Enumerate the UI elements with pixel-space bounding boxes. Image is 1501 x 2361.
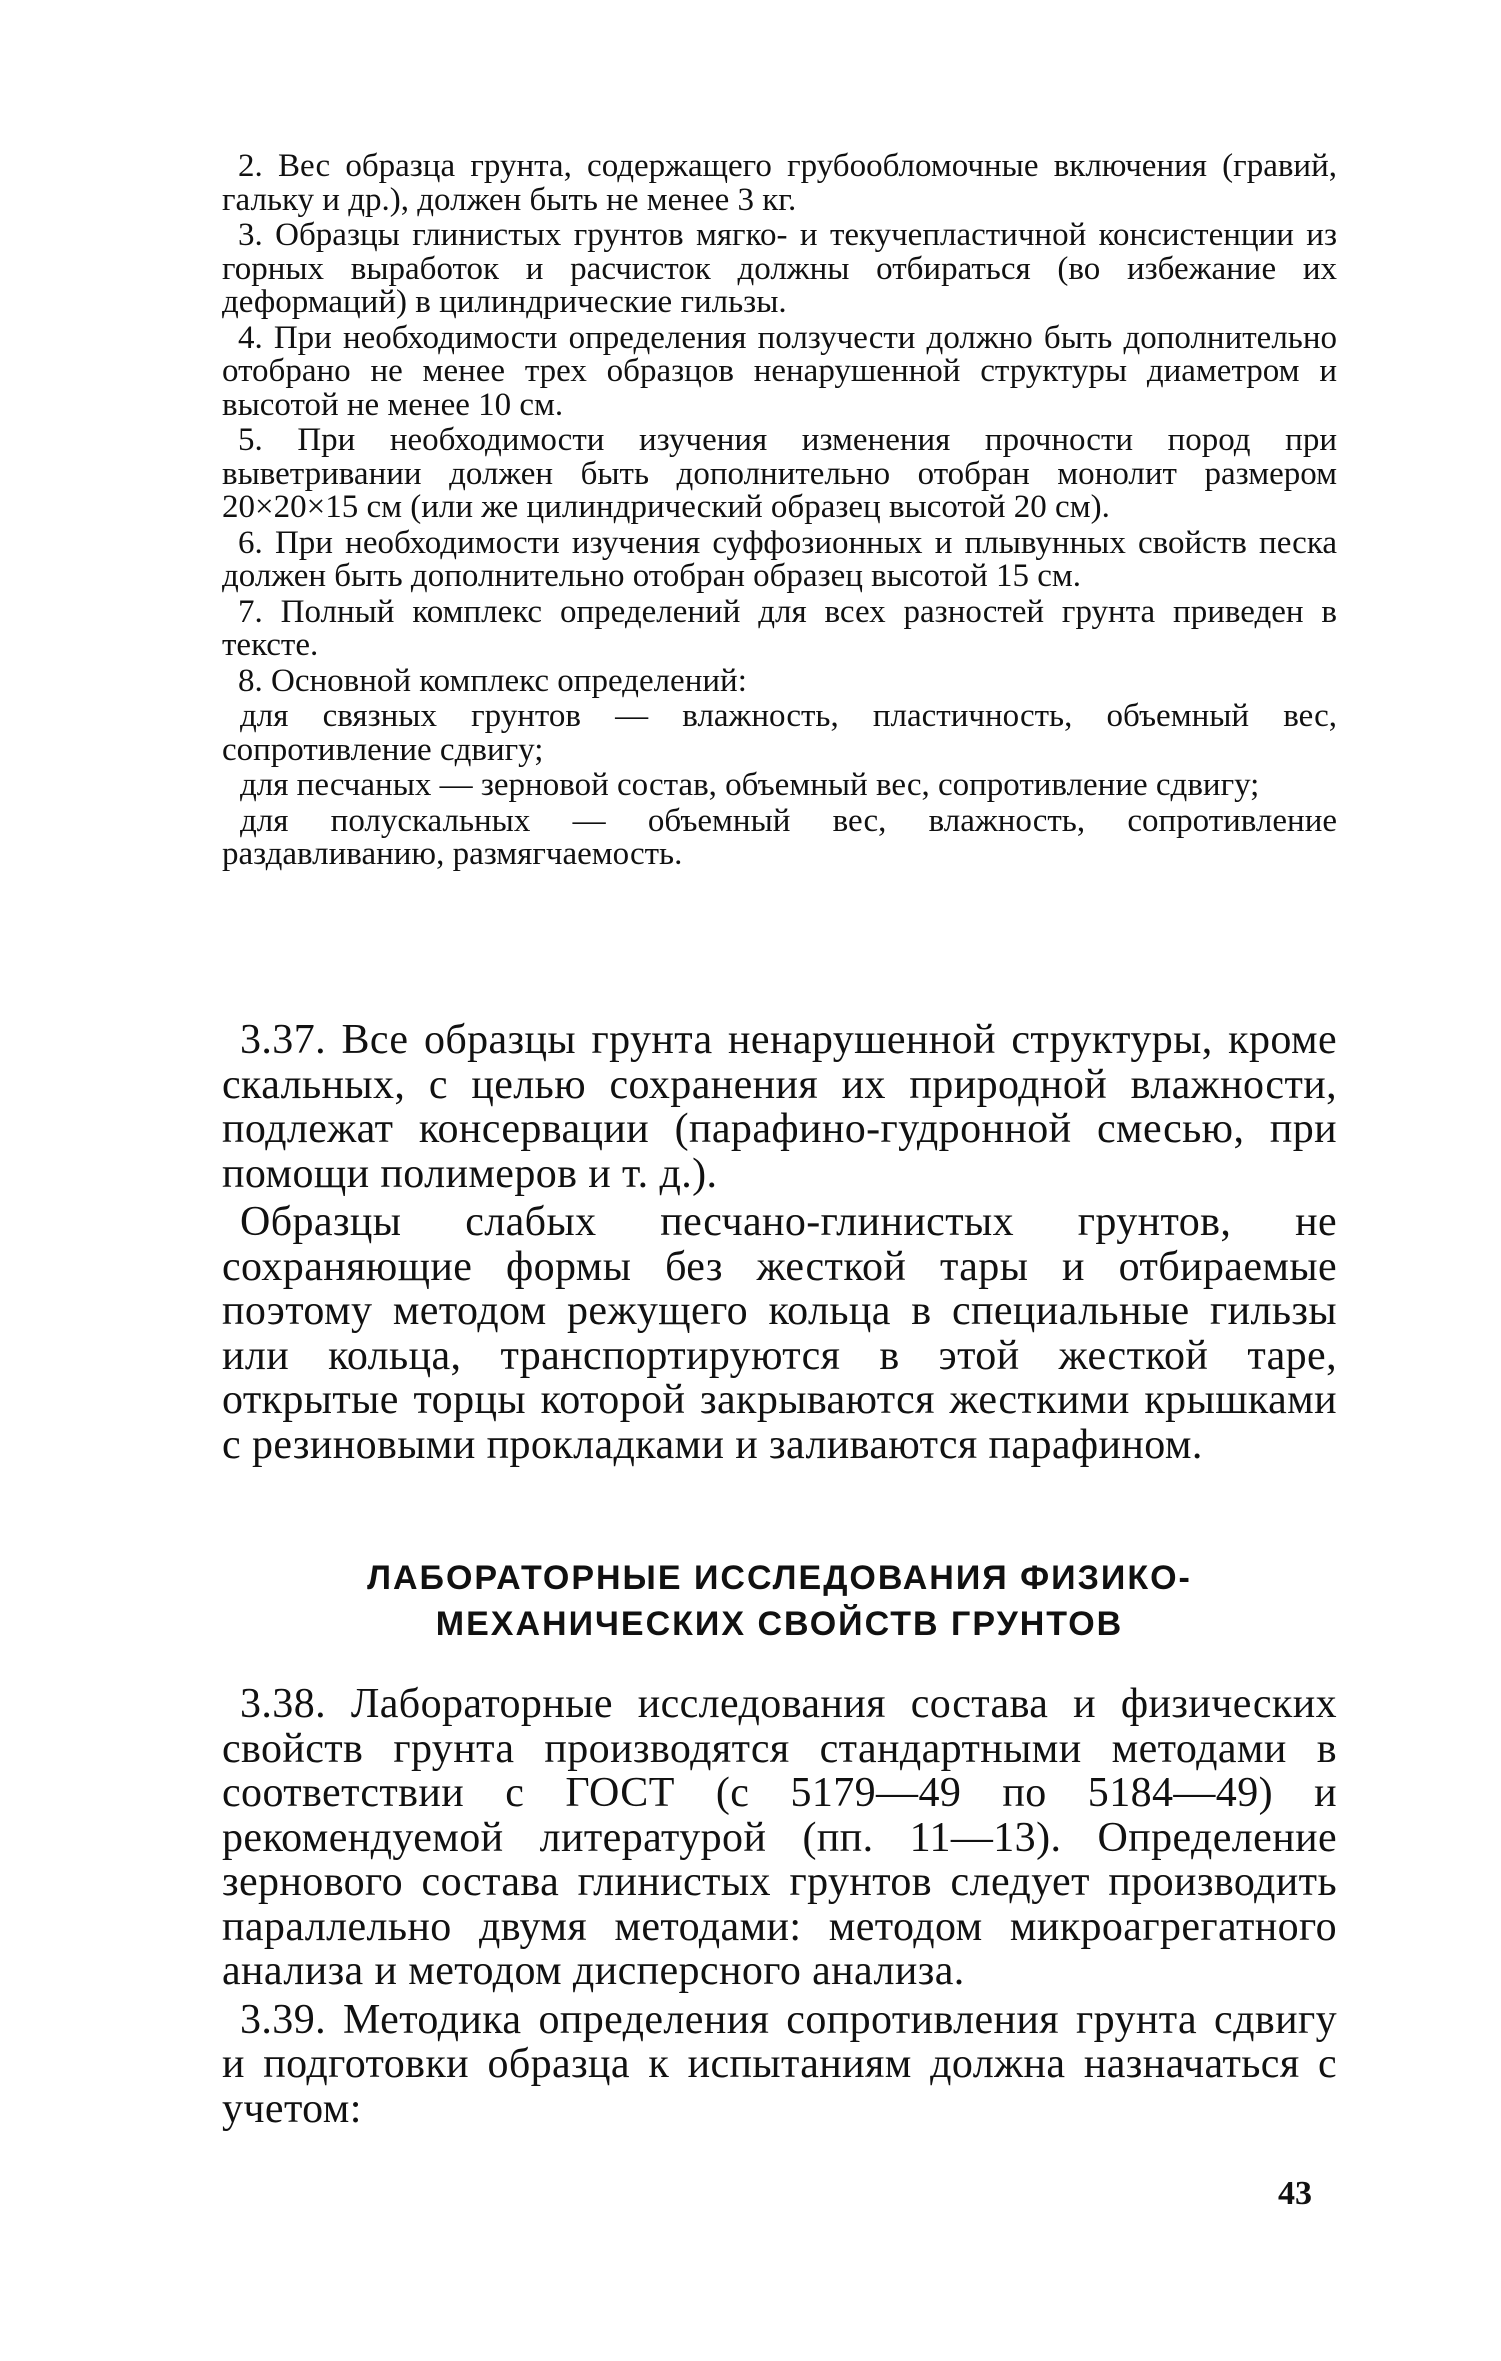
paragraph-number: 3.37. — [240, 1017, 326, 1063]
paragraph-text: Все образцы грунта ненарушенной структуры, кроме скальных, с целью сохранения их природной влажности, подлежат консервации (парафино-гудронной смесью, при помощи полимеров и т. д.). — [222, 1017, 1337, 1197]
note-6: 6. При необходимости изучения суффозионных и плывунных свойств песка должен быть дополнительно отобран образец высотой 15 см. — [222, 524, 1337, 594]
note-7: 7. Полный комплекс определений для всех разностей грунта приведен в тексте. — [222, 593, 1337, 663]
note-3: 3. Образцы глинистых грунтов мягко- и текучепластичной консистенции из горных выработок и расчисток должны отбираться (во избежание их деформаций) в цилиндрические гильзы. — [222, 217, 1337, 320]
heading-line-1: ЛАБОРАТОРНЫЕ ИССЛЕДОВАНИЯ ФИЗИКО- — [367, 1559, 1192, 1597]
section-heading — [222, 1555, 1337, 1647]
complex-sandy: для песчаных — зерновой состав, объемный вес, сопротивление сдвигу; — [240, 767, 1260, 803]
paragraph-number: 3.39. — [240, 1996, 326, 2043]
paragraph-3-39 — [222, 1998, 1337, 2132]
note-2: 2. Вес образца грунта, содержащего грубообломочные включения (гравий, гальку и др.), должен быть не менее 3 кг. — [222, 148, 1337, 218]
paragraph-number: 3.38. — [240, 1681, 326, 1727]
heading-line-2: МЕХАНИЧЕСКИХ СВОЙСТВ ГРУНТОВ — [435, 1605, 1124, 1643]
paragraph-3-38 — [222, 1682, 1337, 1994]
complex-semirock: для полускальных — объемный вес, влажность, сопротивление раздавливанию, размягчаемость. — [222, 802, 1337, 872]
paragraph-text: Методика определения сопротивления грунта сдвигу и подготовки образца к испытаниям должна назначаться с учетом: — [222, 1996, 1337, 2132]
paragraph-text: Лабораторные исследования состава и физических свойств грунта производятся стандартными методами в соответствии с ГОСТ (с 5179—49 по 5184—49) и рекомендуемой литературой (пп. 11—13). Определение зернового состава глинистых грунтов следует производить параллельно двумя методами: методом микроагрегатного анализа и методом дисперсного анализа. — [222, 1681, 1338, 1994]
note-4: 4. При необходимости определения ползучести должно быть дополнительно отобрано не менее трех образцов ненарушенной структуры диаметром и высотой не менее 10 см. — [222, 319, 1337, 423]
paragraph-3-37 — [222, 1018, 1337, 1196]
note-5: 5. При необходимости изучения изменения прочности пород при выветривании должен быть дополнительно отобран монолит размером 20×20×15 см (или же цилиндрический образец высотой 20 см). — [222, 422, 1337, 525]
paragraph-3-37-continued: Образцы слабых песчано-глинистых грунтов, не сохраняющие формы без жесткой тары и отбираемые поэтому методом режущего кольца в специальные гильзы или кольца, транспортируются в этой жесткой таре, открытые торцы которой закрываются жесткими крышками с резиновыми прокладками и заливаются парафином. — [222, 1199, 1337, 1468]
page-number: 43 — [1278, 2175, 1312, 2212]
note-8: 8. Основной комплекс определений: — [238, 662, 747, 699]
section-3-38-3-39 — [222, 1682, 1337, 2131]
notes-block — [222, 150, 1337, 872]
section-3-37 — [222, 1018, 1337, 1467]
complex-cohesive: для связных грунтов — влажность, пластичность, объемный вес, сопротивление сдвигу; — [222, 698, 1337, 768]
